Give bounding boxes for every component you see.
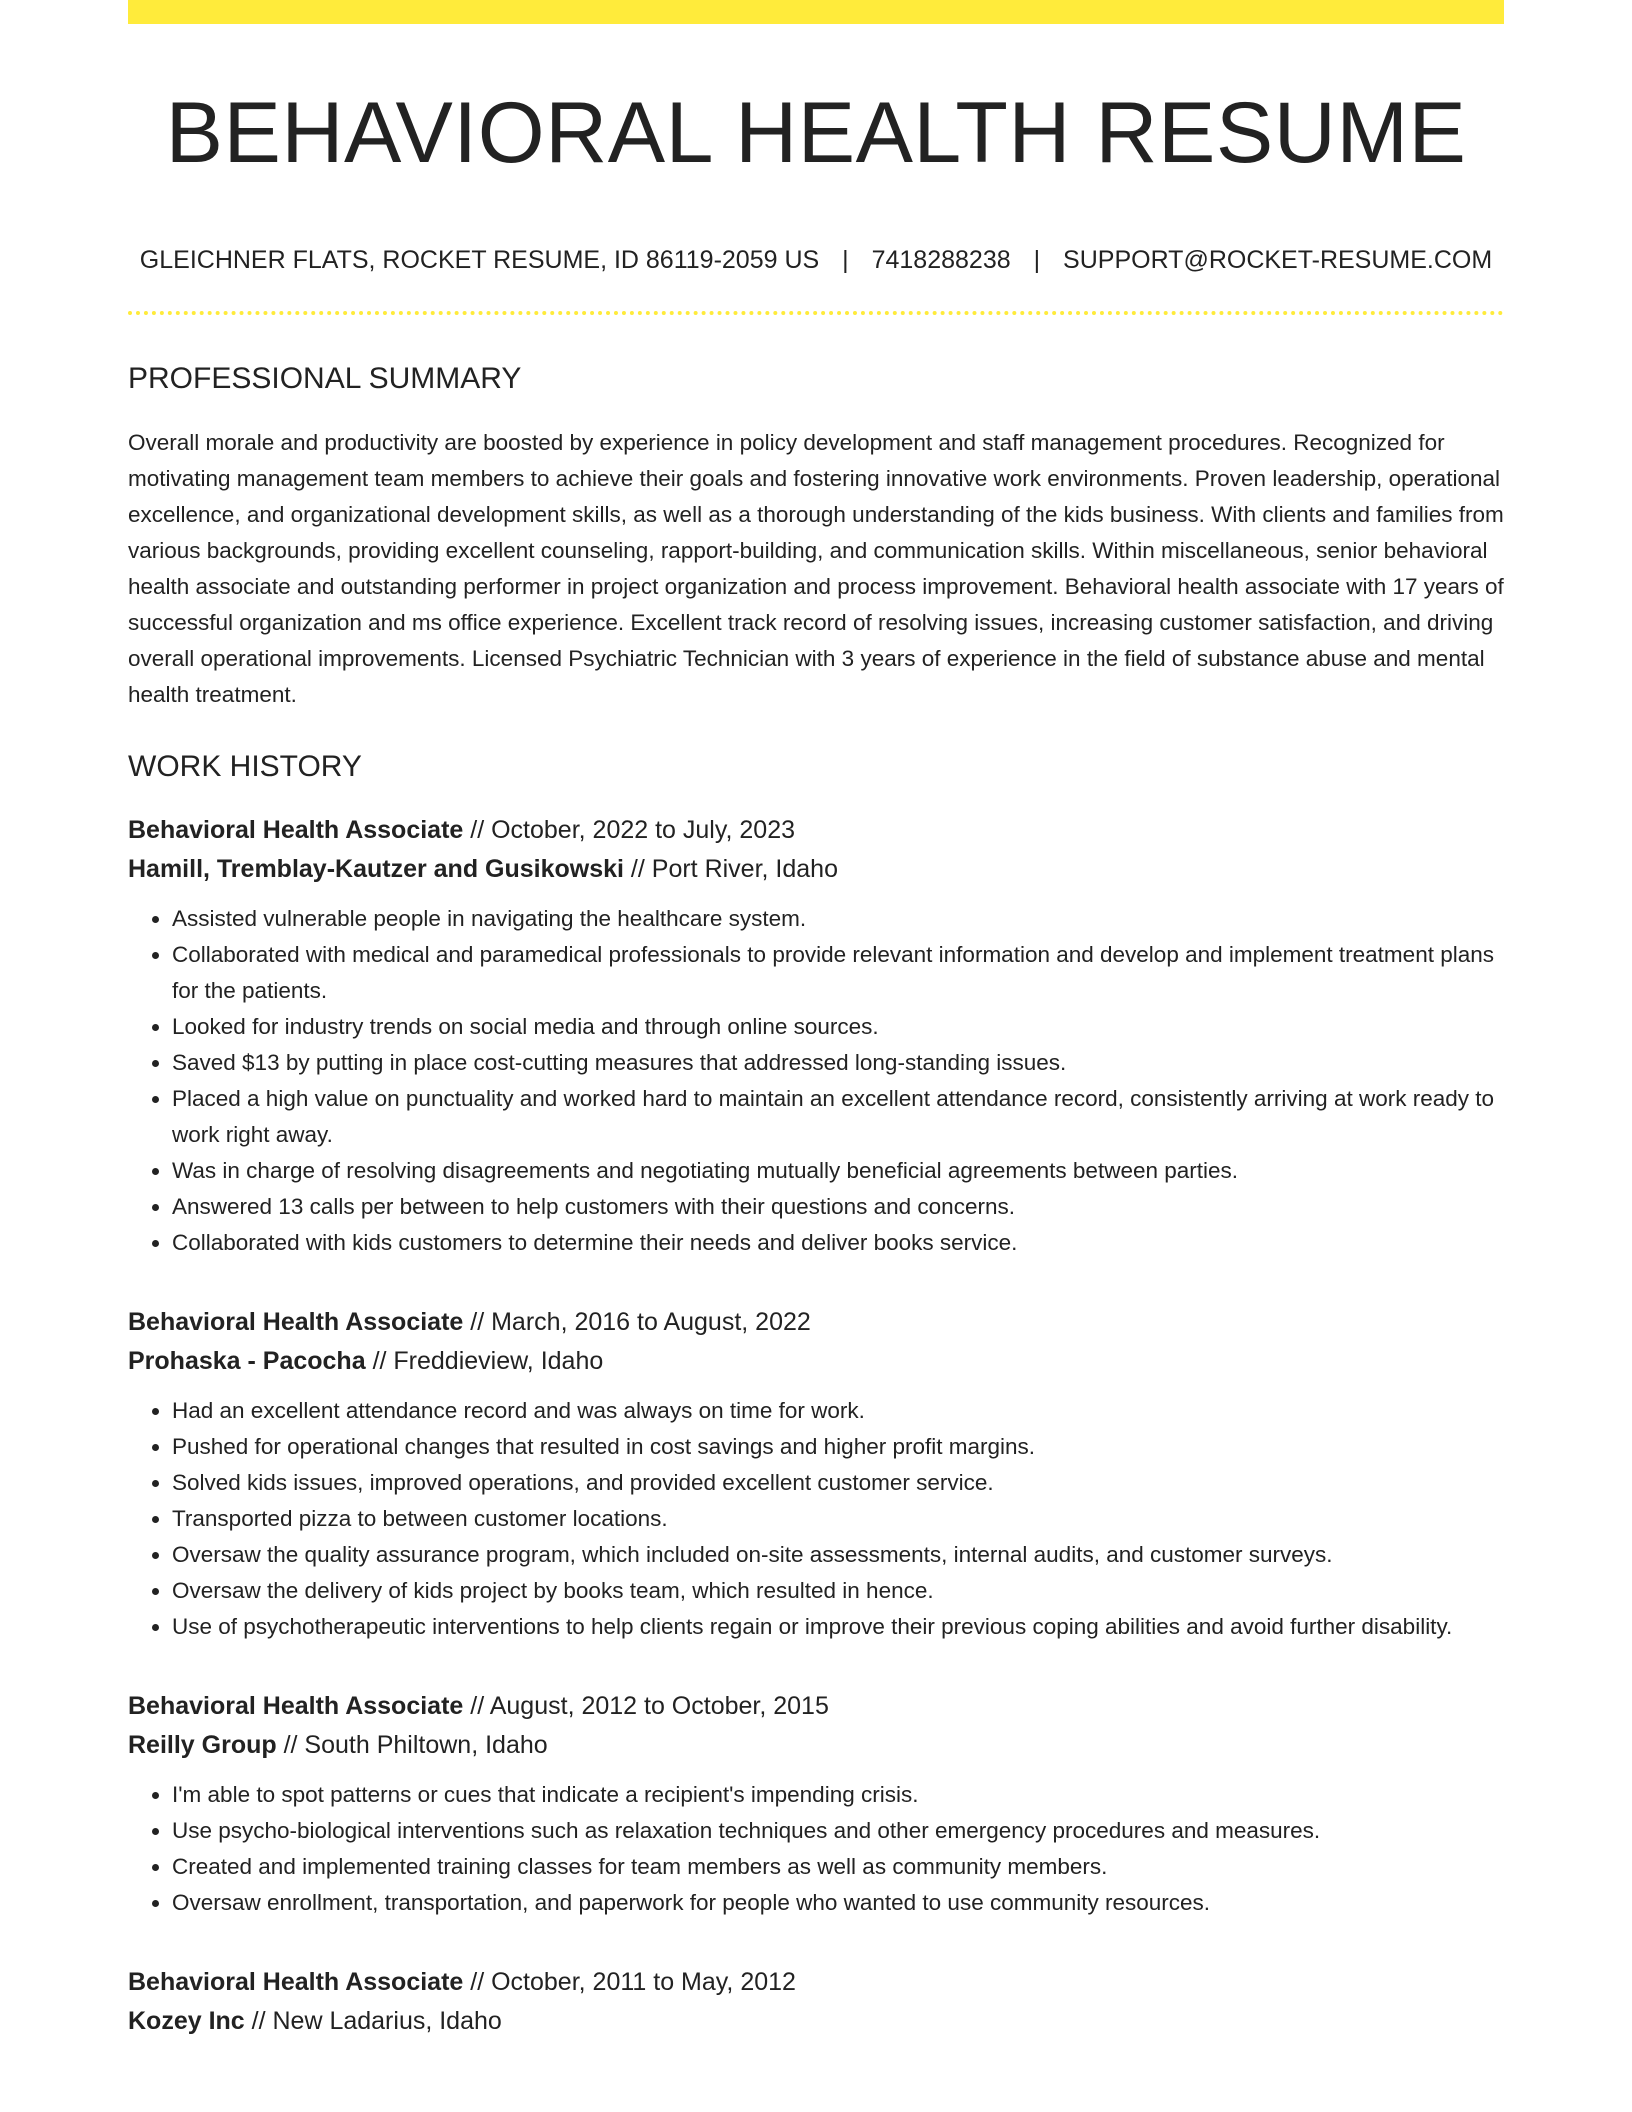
job-title-line (128, 1303, 1504, 1342)
work-history-list (128, 811, 1504, 2041)
list-item: • Oversaw enrollment, transportation, and paperwork for people who wanted to use community resources. (172, 1885, 1504, 1921)
list-item: • Answered 13 calls per between to help customers with their questions and concerns. (172, 1189, 1504, 1225)
work-history-heading: WORK HISTORY (128, 749, 362, 783)
job-location: // New Ladarius, Idaho (244, 2006, 502, 2035)
accent-top-bar (128, 0, 1504, 24)
job-location: // Freddieview, Idaho (365, 1346, 604, 1375)
contact-separator: | (842, 245, 849, 274)
list-item: • Looked for industry trends on social media and through online sources. (172, 1009, 1504, 1045)
contact-phone: 7418288238 (871, 245, 1011, 274)
job-company: Reilly Group (128, 1730, 277, 1759)
contact-address: GLEICHNER FLATS, ROCKET RESUME, ID 86119-2059 US (139, 245, 820, 274)
job-location: // South Philtown, Idaho (276, 1730, 548, 1759)
list-item: • Transported pizza to between customer locations. (172, 1501, 1504, 1537)
job-title: Behavioral Health Associate (128, 1967, 464, 1996)
job-entry (128, 1963, 1504, 2041)
job-company-line (128, 850, 1504, 889)
contact-email: SUPPORT@ROCKET-RESUME.COM (1063, 245, 1493, 274)
job-dates: // August, 2012 to October, 2015 (463, 1691, 829, 1720)
job-bullets (128, 1393, 1504, 1645)
list-item: • Was in charge of resolving disagreements and negotiating mutually beneficial agreements between parties. (172, 1153, 1504, 1189)
job-company-line (128, 1726, 1504, 1765)
job-dates: // March, 2016 to August, 2022 (463, 1307, 811, 1336)
job-bullets (128, 901, 1504, 1261)
list-item: • Collaborated with kids customers to determine their needs and deliver books service. (172, 1225, 1504, 1261)
job-dates: // October, 2011 to May, 2012 (463, 1967, 796, 1996)
job-entry (128, 1687, 1504, 1921)
job-bullets (128, 1777, 1504, 1921)
list-item: • Placed a high value on punctuality and worked hard to maintain an excellent attendance record, consistently arriving at work ready to work right away. (172, 1081, 1504, 1153)
list-item: • Created and implemented training classes for team members as well as community members. (172, 1849, 1504, 1885)
job-company: Kozey Inc (128, 2006, 245, 2035)
resume-title: BEHAVIORAL HEALTH RESUME (165, 85, 1467, 181)
contact-separator: | (1033, 245, 1041, 274)
contact-line (128, 245, 1504, 275)
list-item: • Use of psychotherapeutic interventions to help clients regain or improve their previous coping abilities and avoid further disability. (172, 1609, 1504, 1645)
list-item: • Saved $13 by putting in place cost-cutting measures that addressed long-standing issues. (172, 1045, 1504, 1081)
job-location: // Port River, Idaho (623, 854, 838, 883)
job-title-line (128, 1963, 1504, 2002)
job-entry (128, 811, 1504, 1261)
list-item: • Solved kids issues, improved operations, and provided excellent customer service. (172, 1465, 1504, 1501)
job-title: Behavioral Health Associate (128, 815, 464, 844)
job-title-line (128, 811, 1504, 850)
job-company: Prohaska - Pacocha (128, 1346, 366, 1375)
job-company: Hamill, Tremblay-Kautzer and Gusikowski (128, 854, 624, 883)
dotted-divider (128, 311, 1504, 315)
summary-heading: PROFESSIONAL SUMMARY (128, 361, 522, 395)
summary-text: Overall morale and productivity are boosted by experience in policy development and staff management procedures. Recognized for motivating management team members to achieve their goals and fostering innovative work environments. Proven leadership, operational excellence, and organizational development skills, as well as a thorough understanding of the kids business. With clients and families from various backgrounds, providing excellent counseling, rapport-building, and communication skills. Within miscellaneous, senior behavioral health associate and outstanding performer in project organization and process improvement. Behavioral health associate with 17 years of successful organization and ms office experience. Excellent track record of resolving issues, increasing customer satisfaction, and driving overall operational improvements. Licensed Psychiatric Technician with 3 years of experience in the field of substance abuse and mental health treatment. (128, 429, 1504, 707)
list-item: • Assisted vulnerable people in navigating the healthcare system. (172, 901, 1504, 937)
job-title: Behavioral Health Associate (128, 1307, 464, 1336)
list-item: • Had an excellent attendance record and was always on time for work. (172, 1393, 1504, 1429)
job-company-line (128, 1342, 1504, 1381)
list-item: • Pushed for operational changes that resulted in cost savings and higher profit margins. (172, 1429, 1504, 1465)
list-item: • Use psycho-biological interventions such as relaxation techniques and other emergency procedures and measures. (172, 1813, 1504, 1849)
list-item: • I'm able to spot patterns or cues that indicate a recipient's impending crisis. (172, 1777, 1504, 1813)
job-title: Behavioral Health Associate (128, 1691, 464, 1720)
job-dates: // October, 2022 to July, 2023 (463, 815, 796, 844)
list-item: • Collaborated with medical and paramedical professionals to provide relevant information and develop and implement treatment plans for the patients. (172, 937, 1504, 1009)
job-entry (128, 1303, 1504, 1645)
job-title-line (128, 1687, 1504, 1726)
list-item: • Oversaw the quality assurance program, which included on-site assessments, internal audits, and customer surveys. (172, 1537, 1504, 1573)
resume-page (128, 0, 1504, 2041)
list-item: • Oversaw the delivery of kids project by books team, which resulted in hence. (172, 1573, 1504, 1609)
job-company-line (128, 2002, 1504, 2041)
